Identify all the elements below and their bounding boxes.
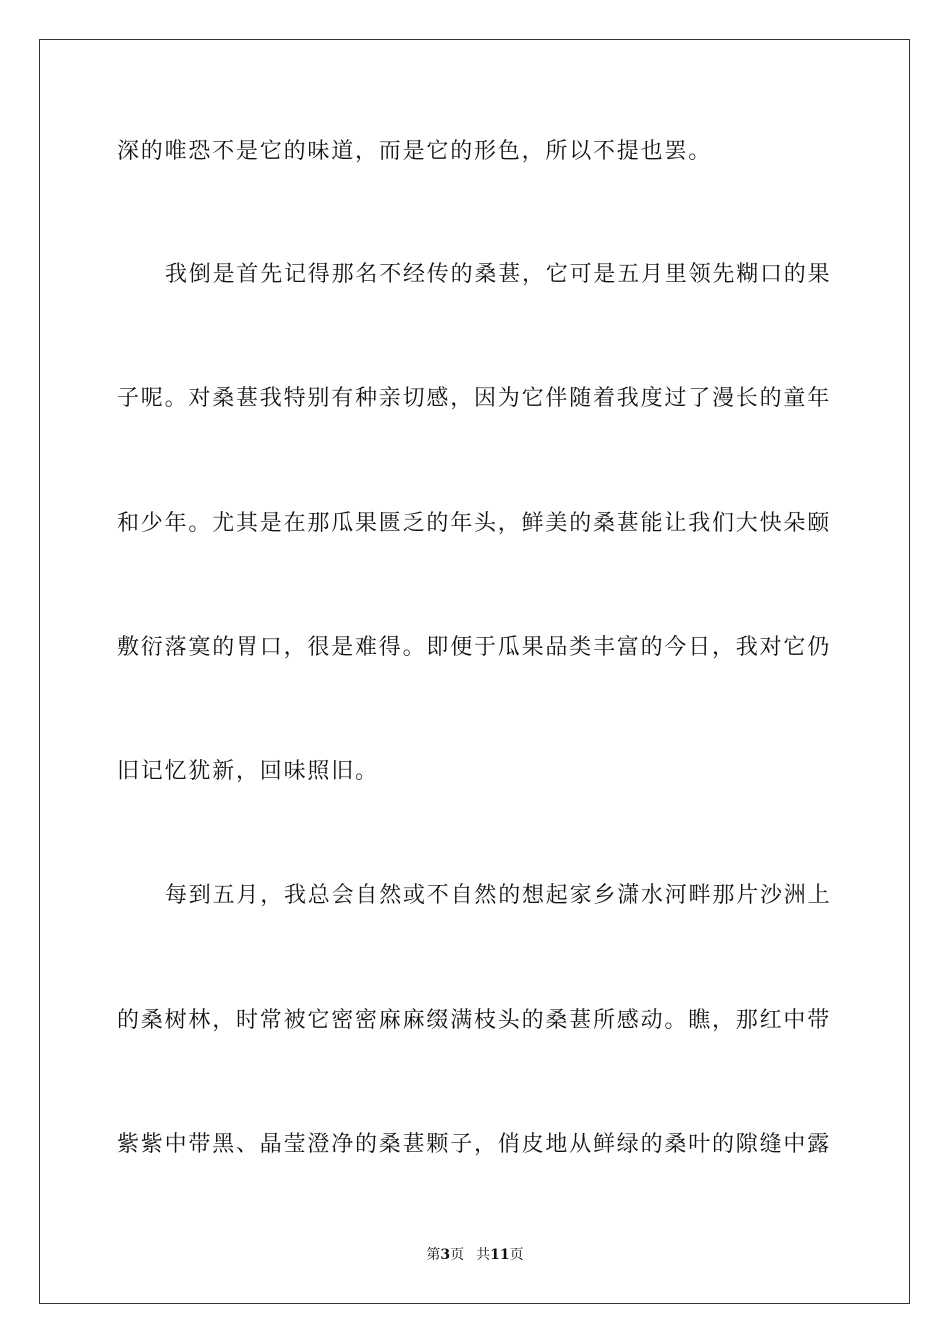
footer-page-prefix: 第 bbox=[426, 1247, 441, 1263]
footer-total-number: 11 bbox=[490, 1247, 510, 1263]
text-line: 的桑树林，时常被它密密麻麻缀满枝头的桑葚所感动。瞧，那红中带 bbox=[117, 1008, 832, 1033]
text-line: 子呢。对桑葚我特别有种亲切感，因为它伴随着我度过了漫长的童年 bbox=[117, 386, 832, 411]
text-line: 敷衍落寞的胃口，很是难得。即便于瓜果品类丰富的今日，我对它仍 bbox=[117, 635, 832, 660]
footer-total-suffix: 页 bbox=[509, 1247, 524, 1263]
page-border bbox=[39, 39, 910, 1304]
footer-page-number: 3 bbox=[440, 1247, 451, 1263]
text-line: 和少年。尤其是在那瓜果匮乏的年头，鲜美的桑葚能让我们大快朵颐 bbox=[117, 511, 832, 536]
footer-page-suffix: 页 bbox=[450, 1247, 465, 1263]
paragraph-first-line: 每到五月，我总会自然或不自然的想起家乡潇水河畔那片沙洲上 bbox=[165, 883, 832, 908]
text-line: 紫紫中带黑、晶莹澄净的桑葚颗子，俏皮地从鲜绿的桑叶的隙缝中露 bbox=[117, 1132, 832, 1157]
footer-total-prefix: 共 bbox=[476, 1247, 491, 1263]
page-footer bbox=[0, 1246, 950, 1264]
text-line: 旧记忆犹新，回味照旧。 bbox=[117, 759, 379, 784]
paragraph-first-line: 我倒是首先记得那名不经传的桑葚，它可是五月里领先糊口的果 bbox=[165, 262, 832, 287]
text-line: 深的唯恐不是它的味道，而是它的形色，所以不提也罢。 bbox=[117, 139, 713, 164]
